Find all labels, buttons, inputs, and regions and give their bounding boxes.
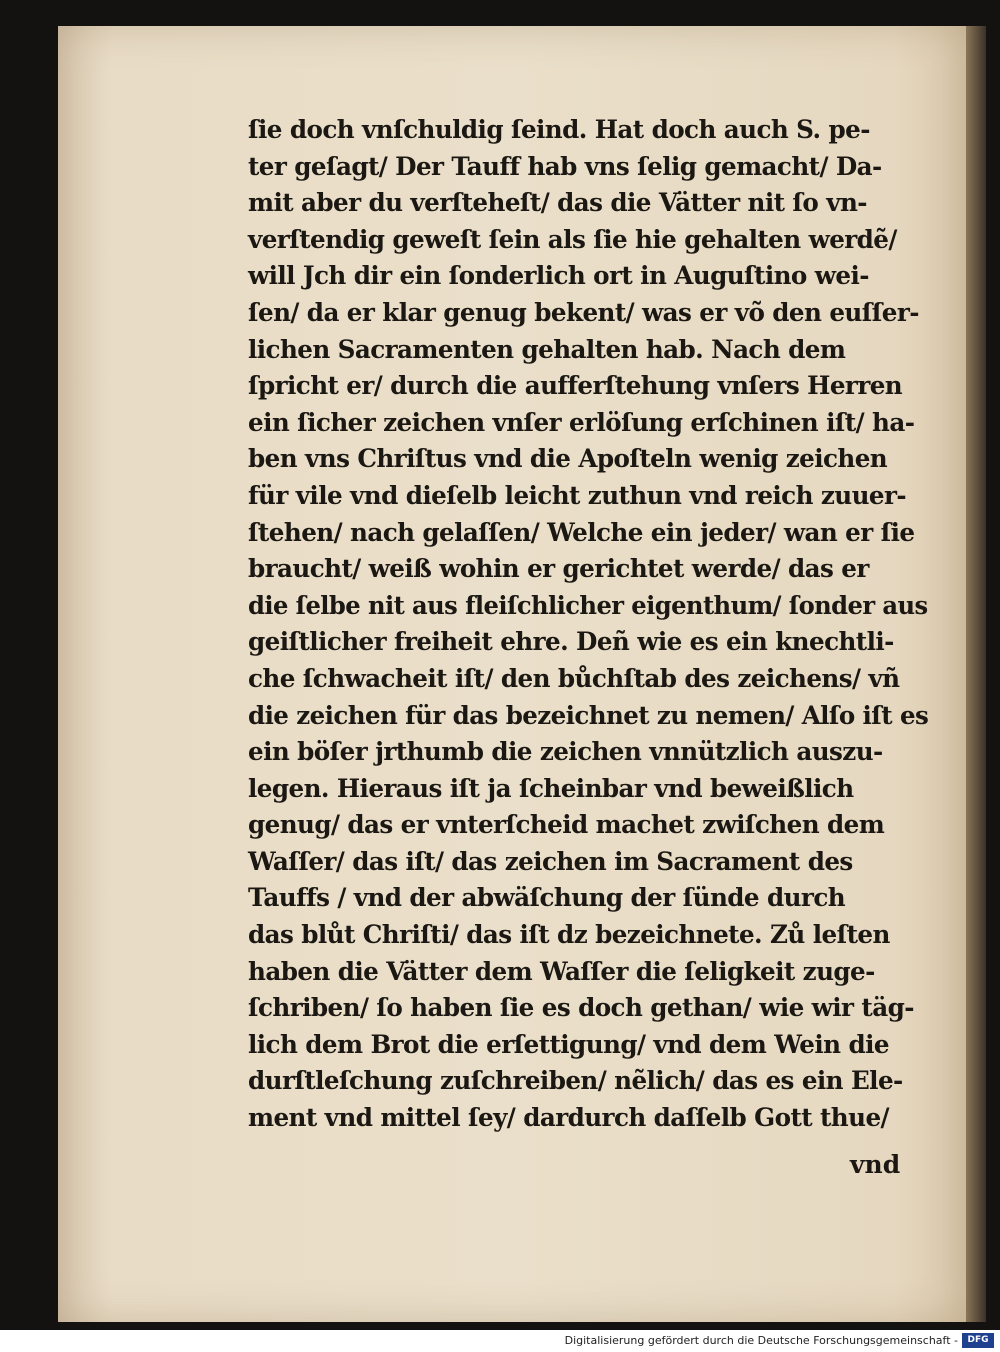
funding-credit: Digitalisierung gefördert durch die Deutsche Forschungsgemeinschaft - (564, 1334, 958, 1347)
page-text-block (248, 112, 938, 1137)
text-line: genug/ das er vnterſcheid machet zwiſchen dem (248, 810, 885, 840)
text-line: will Jch dir ein ſonderlich ort in Auguſtino wei‑ (248, 261, 869, 291)
page-edge (966, 26, 986, 1322)
text-line: durſtleſchung zuſchreiben/ nẽlich/ das es ein Ele‑ (248, 1066, 903, 1096)
text-line: Waſſer/ das iſt/ das zeichen im Sacrament des (248, 846, 853, 876)
text-line: ſen/ da er klar genug bekent/ was er võ den euſſer‑ (248, 297, 919, 327)
dfg-logo: DFG (962, 1333, 994, 1348)
text-line: geiſtlicher freiheit ehre. Deñ wie es ein knechtli‑ (248, 627, 894, 657)
text-line: haben die Vätter dem Waſſer die ſeligkeit zuge‑ (248, 956, 875, 986)
text-line: lich dem Brot die erſettigung/ vnd dem Wein die (248, 1029, 889, 1059)
text-line: ment vnd mittel ſey/ dardurch daſſelb Gott thue/ (248, 1103, 889, 1133)
text-line: ben vns Chriſtus vnd die Apoſteln wenig zeichen (248, 444, 888, 474)
text-line: ein böſer jrthumb die zeichen vnnützlich auszu‑ (248, 737, 883, 767)
text-line: ſpricht er/ durch die aufferſtehung vnſers Herren (248, 371, 903, 401)
text-line: ſtehen/ nach gelaſſen/ Welche ein jeder/ wan er ſie (248, 517, 915, 547)
text-line: ſie doch vnſchuldig ſeind. Hat doch auch S. pe‑ (248, 115, 870, 144)
text-line: ter geſagt/ Der Tauff hab vns ſelig gemacht/ Da‑ (248, 151, 882, 181)
text-line: Tauffs / vnd der abwäſchung der ſünde durch (248, 883, 846, 913)
footer (0, 1330, 1000, 1352)
text-line: ſchriben/ ſo haben ſie es doch gethan/ wie wir täg‑ (248, 993, 914, 1023)
catchword: vnd (850, 1150, 901, 1179)
text-line: die ſelbe nit aus fleiſchlicher eigenthum/ ſonder aus (248, 590, 928, 620)
text-line: für vile vnd dieſelb leicht zuthun vnd reich zuuer‑ (248, 480, 907, 510)
text-line: legen. Hieraus iſt ja ſcheinbar vnd beweißlich (248, 773, 854, 803)
text-line: mit aber du verſteheſt/ das die Vätter nit ſo vn‑ (248, 188, 867, 218)
text-line: che ſchwacheit iſt/ den bůchſtab des zeichens/ vñ (248, 663, 900, 693)
text-line: das blůt Chriſti/ das iſt dz bezeichnete. Zů leſten (248, 920, 890, 950)
text-line: die zeichen für das bezeichnet zu nemen/ Alſo iſt es (248, 700, 929, 730)
text-line: ein ſicher zeichen vnſer erlöſung erſchinen iſt/ ha‑ (248, 407, 915, 437)
text-line: lichen Sacramenten gehalten hab. Nach dem (248, 334, 846, 364)
text-line: verſtendig geweſt ſein als ſie hie gehalten werdẽ/ (248, 224, 897, 254)
text-line: braucht/ weiß wohin er gerichtet werde/ das er (248, 554, 869, 584)
